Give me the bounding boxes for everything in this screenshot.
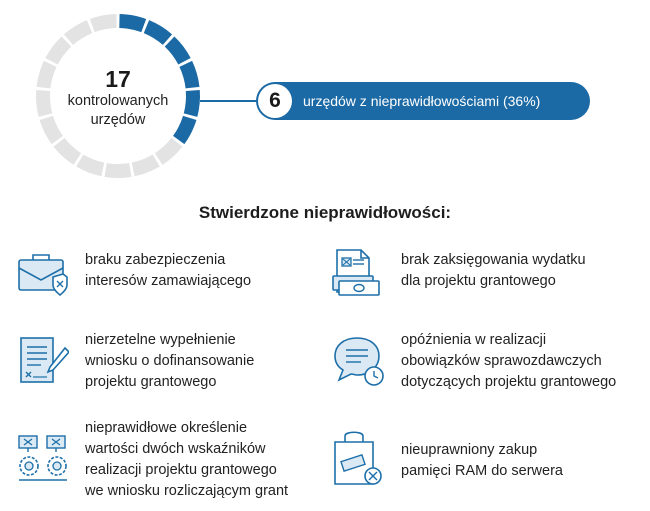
finding-text-line: dla projektu grantowego	[401, 273, 556, 289]
chat-clock-icon	[331, 334, 387, 390]
finding-text-line: wniosku o dofinansowanie	[85, 353, 255, 369]
donut-center-label	[34, 66, 202, 130]
finding-text-line: realizacji projektu grantowego	[85, 462, 277, 478]
donut-segment-highlighted	[119, 14, 146, 32]
finding-text-line: projektu grantowego	[85, 374, 217, 390]
total-offices-label-line1: kontrolowanych	[67, 93, 169, 109]
finding-text-line: opóźnienia w realizacji	[401, 332, 547, 348]
donut-segment	[76, 154, 104, 176]
irregularities-pill	[256, 82, 590, 120]
total-offices-label-line2: urzędów	[90, 112, 146, 128]
finding-text-line: pamięci RAM do serwera	[401, 463, 563, 479]
donut-segment	[90, 14, 117, 32]
finding-text-line: braku zabezpieczenia	[85, 252, 226, 268]
invoice-money-icon	[331, 248, 383, 300]
finding-text-line: obowiązków sprawozdawczych	[401, 353, 602, 369]
finding-text-line: wartości dwóch wskaźników	[85, 441, 266, 457]
total-offices-number: 17	[105, 66, 131, 92]
finding-text-line: brak zaksięgowania wydatku	[401, 252, 586, 268]
finding-text-line: nierzetelne wypełnienie	[85, 332, 236, 348]
document-pen-icon	[17, 334, 69, 386]
donut-segment	[104, 163, 131, 178]
donut-segment-highlighted	[165, 36, 191, 64]
donut-segment	[155, 138, 183, 165]
finding-text-line: nieprawidłowe określenie	[85, 420, 248, 436]
irregular-offices-text: urzędów z nieprawidłowościami (36%)	[303, 93, 541, 109]
finding-text-line: interesów zamawiającego	[85, 273, 252, 289]
donut-segment	[54, 138, 82, 165]
donut-segment	[132, 154, 160, 176]
connector-line	[200, 100, 264, 102]
donut-segment	[45, 36, 71, 64]
bag-memory-icon	[331, 428, 387, 488]
findings-heading: Stwierdzone nieprawidłowości:	[198, 203, 452, 222]
gears-error-icon	[17, 434, 73, 486]
finding-text-line: nieuprawniony zakup	[401, 442, 538, 458]
irregular-offices-number: 6	[258, 84, 292, 118]
briefcase-shield-icon	[17, 250, 69, 298]
finding-text-line: dotyczących projektu grantowego	[401, 374, 617, 390]
finding-text-line: we wniosku rozliczającym grant	[85, 483, 289, 499]
donut-segment-highlighted	[144, 20, 172, 45]
donut-segment	[64, 20, 92, 45]
